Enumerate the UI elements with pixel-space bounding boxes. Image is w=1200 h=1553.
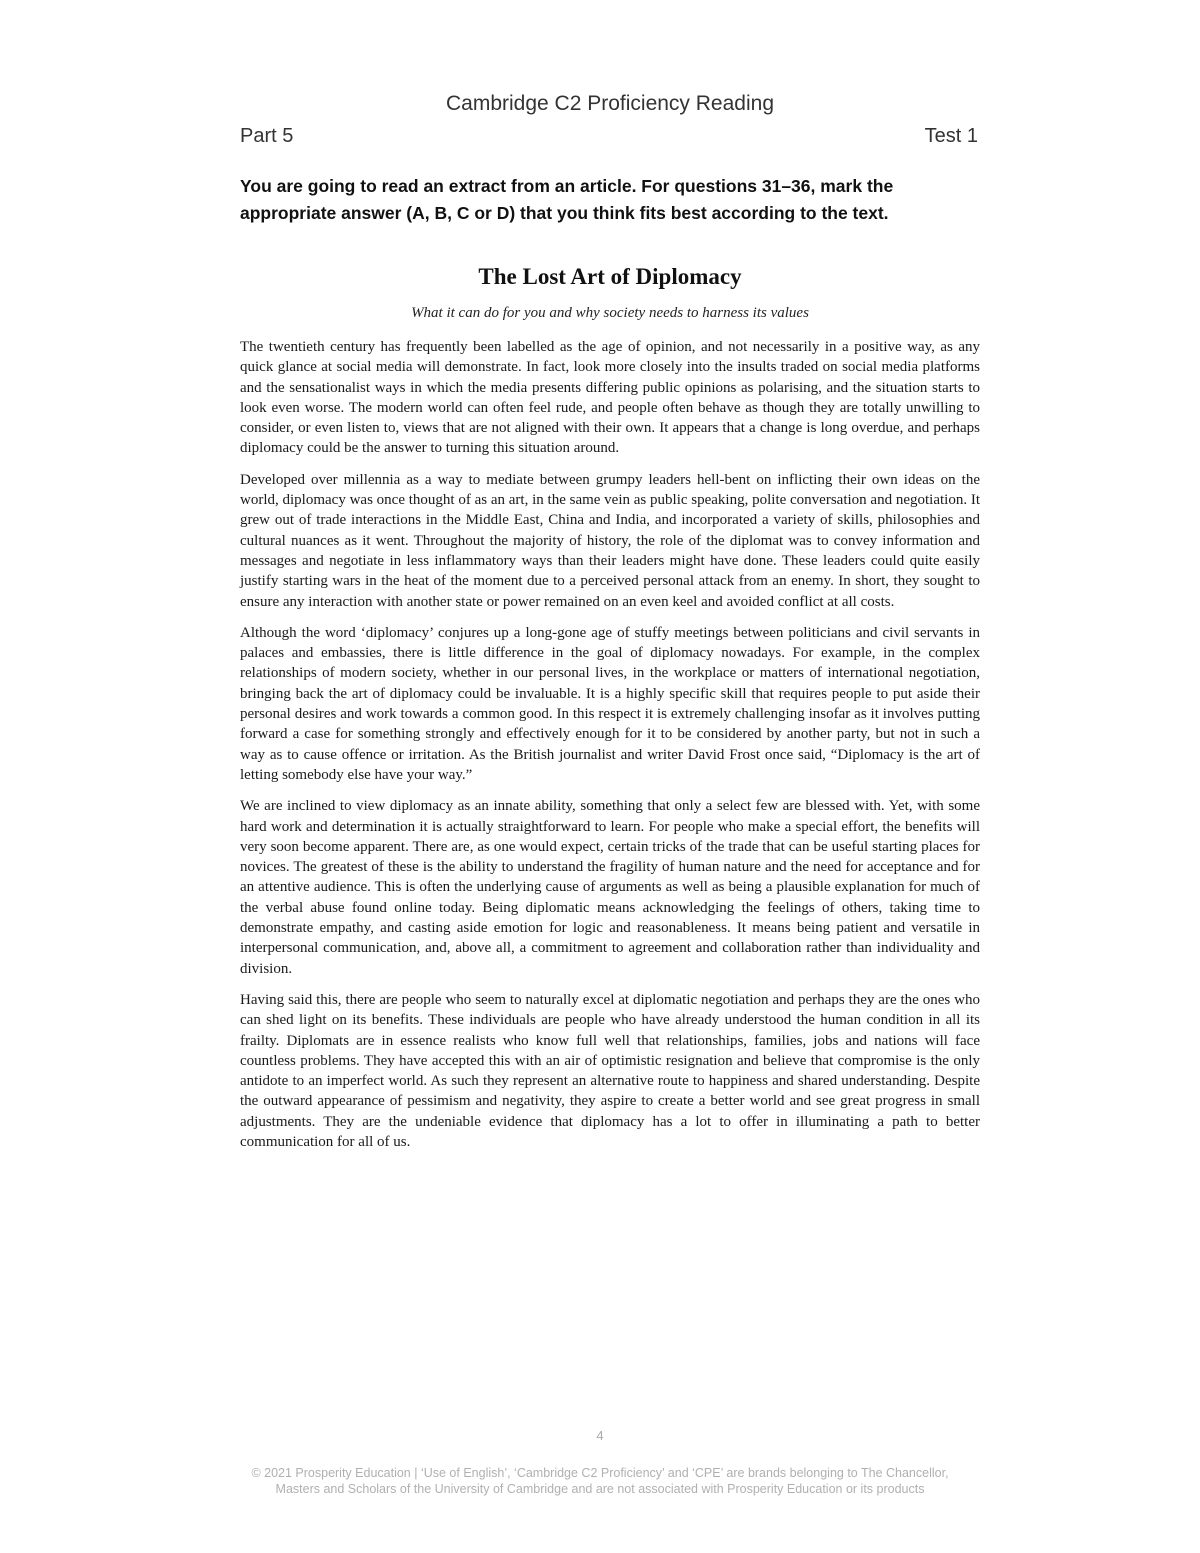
article-body bbox=[240, 337, 980, 1163]
article-title: The Lost Art of Diplomacy bbox=[478, 264, 742, 289]
header-row bbox=[240, 125, 978, 148]
test-label: Test 1 bbox=[924, 125, 978, 147]
article-paragraph-1: The twentieth century has frequently been labelled as the age of opinion, and not necessarily in a positive way, as any quick glance at social media will demonstrate. In fact, look more closely into the insults traded on social media platforms and the sensationalist ways in which the media presents differing public opinions as polarising, and the situation starts to look even worse. The modern world can often feel rude, and people often behave as though they are totally unwilling to consider, or even listen to, views that are not aligned with their own. It appears that a change is long overdue, and perhaps diplomacy could be the answer to turning this situation around. bbox=[240, 339, 980, 457]
article-paragraph-3: Although the word ‘diplomacy’ conjures up a long-gone age of stuffy meetings between politicians and civil servants in palaces and embassies, there is little difference in the goal of diplomacy nowadays. For example, in the complex relationships of modern society, whether in our personal lives, in the workplace or matters of international negotiation, bringing back the art of diplomacy could be invaluable. It is a highly specific skill that requires people to put aside their personal desires and work towards a common good. In this respect it is extremely challenging insofar as it involves putting forward a case for something strongly and effectively enough for it to be considered by another party, but not in such a way as to cause offence or irritation. As the British journalist and writer David Frost once said, “Diplomacy is the art of letting somebody else have your way.” bbox=[240, 624, 980, 783]
copyright-footer bbox=[0, 1465, 1200, 1497]
footer-line-1: © 2021 Prosperity Education | ‘Use of English’, ‘Cambridge C2 Proficiency’ and ‘CPE’ are brands belonging to The Chancellor, bbox=[251, 1466, 949, 1480]
article-paragraph-2: Developed over millennia as a way to mediate between grumpy leaders hell-bent on inflicting their own ideas on the world, diplomacy was once thought of as an art, in the same vein as public speaking, polite conversation and negotiation. It grew out of trade interactions in the Middle East, China and India, and incorporated a variety of skills, philosophies and cultural nuances as it went. Throughout the majority of history, the role of the diplomat was to convey information and messages and negotiate in less inflammatory ways than their leaders might have done. These leaders could quite easily justify starting wars in the heat of the moment due to a perceived personal attack from an enemy. In short, they sought to ensure any interaction with another state or power remained on an even keel and avoided conflict at all costs. bbox=[240, 471, 980, 610]
article-paragraph-4: We are inclined to view diplomacy as an innate ability, something that only a select few are blessed with. Yet, with some hard work and determination it is actually straightforward to learn. For people who make a special effort, the benefits will very soon become apparent. There are, as one would expect, certain tricks of the trade that can be useful starting places for novices. The greatest of these is the ability to understand the fragility of human nature and the need for acceptance and for an attentive audience. This is often the underlying cause of arguments as well as being a plausible explanation for much of the verbal abuse found online today. Being diplomatic means acknowledging the feelings of others, taking time to demonstrate empathy, and casting aside emotion for logic and reasonableness. It means being patient and versatile in interpersonal communication, and, above all, a commitment to agreement and collaboration rather than individuality and division. bbox=[240, 798, 980, 977]
footer-line-2: Masters and Scholars of the University of Cambridge and are not associated with Prosperity Education or its products bbox=[275, 1482, 925, 1496]
article-paragraph-5: Having said this, there are people who seem to naturally excel at diplomatic negotiation and perhaps they are the ones who can shed light on its benefits. These individuals are people who have already understood the human condition in all its frailty. Diplomats are in essence realists who know full well that relationships, families, jobs and nations will face countless problems. They have accepted this with an air of optimistic resignation and believe that compromise is the only antidote to an imperfect world. As such they represent an alternative route to happiness and shared understanding. Despite the outward appearance of pessimism and negativity, they aspire to create a better world and see great progress in small adjustments. They are the undeniable evidence that diplomacy has a lot to offer in illuminating a path to better communication for all of us. bbox=[240, 991, 980, 1150]
task-instructions: You are going to read an extract from an article. For questions 31–36, mark the appropriate answer (A, B, C or D) that you think fits best according to the text. bbox=[240, 176, 894, 223]
page-number: 4 bbox=[596, 1428, 604, 1443]
article-subtitle: What it can do for you and why society needs to harness its values bbox=[411, 305, 809, 321]
header-title: Cambridge C2 Proficiency Reading bbox=[446, 92, 774, 115]
part-label: Part 5 bbox=[240, 125, 294, 147]
